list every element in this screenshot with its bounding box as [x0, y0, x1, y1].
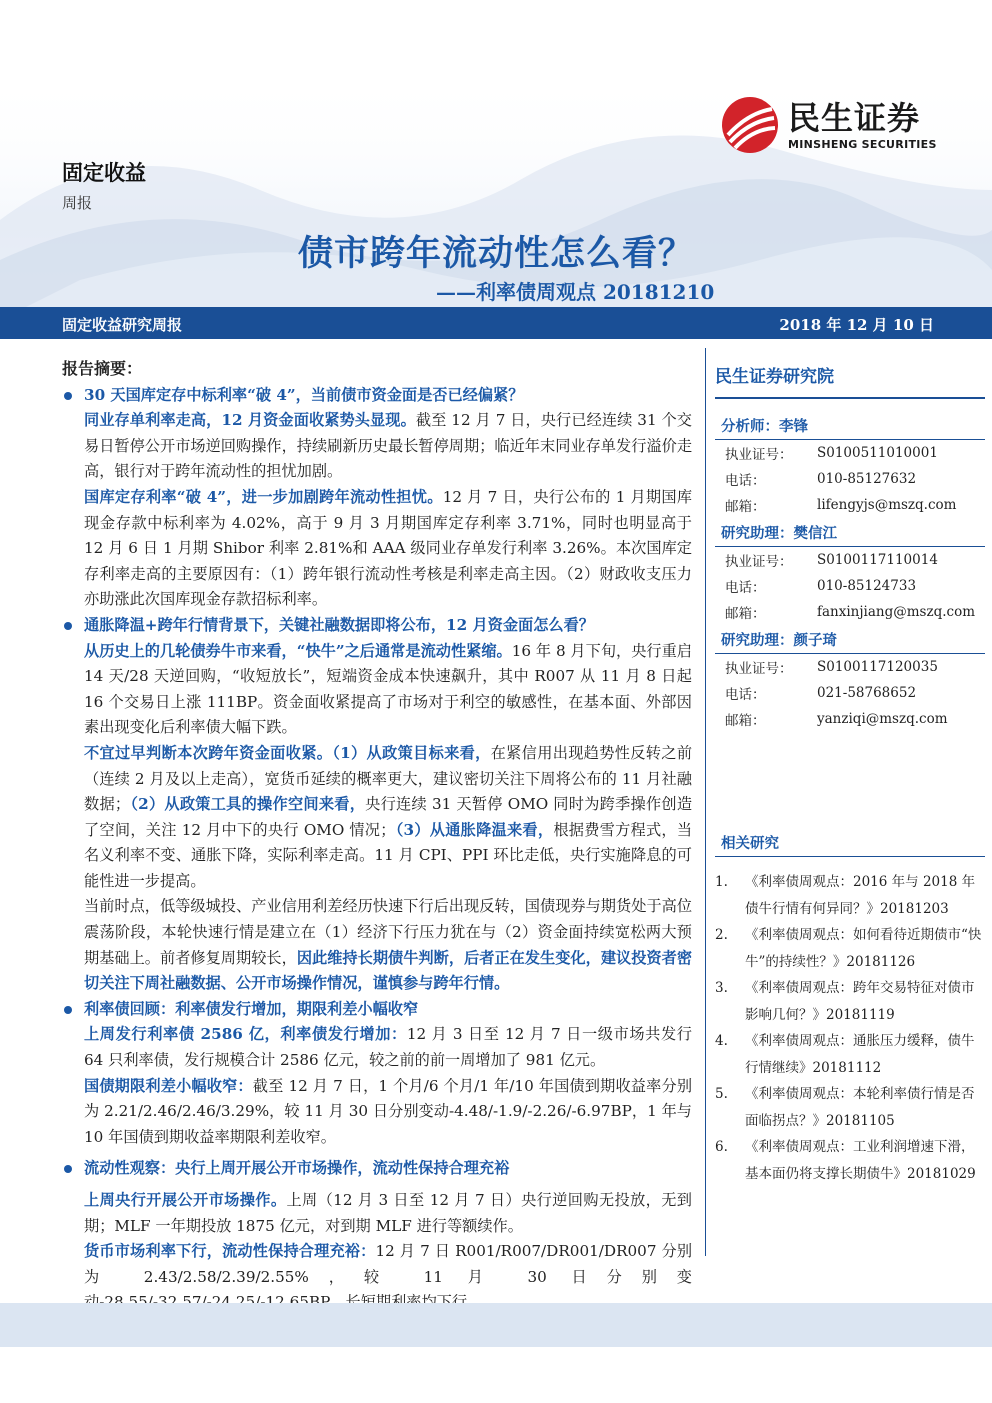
- paragraph-highlight: 同业存单利率走高，12 月资金面收紧势头显现。: [84, 411, 416, 430]
- abstract-section: [62, 356, 692, 1348]
- email-link[interactable]: lifengyjs@mszq.com: [817, 497, 957, 513]
- paragraph-text: 根据费雪方程式，当名义利率不变、通胀下降，实际利率走高。11 月 CPI、PPI 环比走低，央行实施降息的可能性进一步提高。: [84, 820, 693, 890]
- related-item-number: 3.: [715, 980, 728, 996]
- abstract-item-heading: 利率债回顾：利率债发行增加，期限利差小幅收窄: [84, 999, 419, 1018]
- analyst-row: [715, 492, 985, 518]
- related-item[interactable]: [715, 1081, 985, 1134]
- related-item-title: 《利率债周观点：工业利润增速下滑，基本面仍将支撑长期债牛》20181029: [745, 1139, 976, 1182]
- analyst-card: [715, 629, 985, 732]
- abstract-paragraph: [62, 741, 692, 895]
- row-label: 执业证号：: [725, 447, 793, 463]
- paragraph-text: 12 月 3 日至 12 月 7 日一级市场共发行 64 只利率债，发行规模合计 2586 亿元，较之前的前一周增加了 981 亿元。: [84, 1025, 692, 1070]
- related-item-number: 4.: [715, 1033, 728, 1049]
- related-item-title: 《利率债周观点：跨年交易特征对债市影响几何？》20181119: [745, 980, 975, 1023]
- paragraph-highlight: 从历史上的几轮债券牛市来看，“快牛”之后通常是流动性紧缩。: [84, 641, 512, 660]
- paragraph-highlight: （2）从政策工具的操作空间来看，: [130, 795, 366, 814]
- row-value: 010-85127632: [817, 471, 917, 487]
- paragraph-highlight: 国库定存利率“破 4”，进一步加剧跨年流动性担忧。: [84, 487, 443, 506]
- report-title: 债市跨年流动性怎么看？: [297, 233, 694, 274]
- row-value: 010-85124733: [817, 578, 917, 594]
- related-item-number: 1.: [715, 874, 728, 890]
- abstract-paragraph: [62, 408, 692, 485]
- bullet-icon: [64, 392, 72, 400]
- paragraph-highlight: 上周发行利率债 2586 亿，利率债发行增加：: [84, 1025, 407, 1044]
- report-category: 固定收益: [62, 160, 146, 185]
- paragraph-highlight: 因此维持长期债牛判断，后者正在发生变化，建议投资者密切关注下周社融数据、公开市场操作情况，谨慎参与跨年行情。: [84, 948, 693, 993]
- related-item-number: 6.: [715, 1139, 728, 1155]
- row-label: 电话：: [725, 580, 766, 596]
- band-report-type: 固定收益研究周报: [62, 316, 183, 334]
- related-research-title: 相关研究: [715, 832, 985, 857]
- row-label: 邮箱：: [725, 499, 766, 515]
- logo-name-en: MINSHENG SECURITIES: [788, 137, 937, 151]
- related-item[interactable]: [715, 869, 985, 922]
- email-link[interactable]: fanxinjiang@mszq.com: [817, 604, 976, 620]
- related-item-number: 5.: [715, 1086, 728, 1102]
- abstract-item: [62, 1156, 692, 1182]
- paragraph-text: 上周（12 月 3 日至 12 月 7 日）央行逆回购无投放，无到期；MLF 一年期投放 1875 亿元，对到期 MLF 进行等额续作。: [84, 1191, 692, 1235]
- analyst-row: [715, 466, 985, 492]
- paragraph-text: 当前时点，低等级城投、产业信用利差经历快速下行后出现反转，国债现券与期货处于高位震荡阶段，本轮快速行情是建立在（1）经济下行压力犹在与（2）资金面持续宽松两大预期基础上。前者修复周期较长，: [84, 897, 692, 967]
- paragraph-highlight: 国债期限利差小幅收窄：: [84, 1076, 253, 1095]
- analyst-name: 分析师：李锋: [715, 415, 985, 440]
- paragraph-highlight: （3）从通胀降温来看，: [395, 820, 554, 839]
- footer-band: [0, 1303, 992, 1347]
- abstract-paragraph: [62, 1022, 692, 1073]
- analyst-row: [715, 680, 985, 706]
- abstract-item: [62, 383, 692, 409]
- row-value: S0100117110014: [817, 552, 938, 568]
- abstract-paragraph: [62, 1188, 692, 1239]
- row-label: 邮箱：: [725, 606, 766, 622]
- related-item[interactable]: [715, 975, 985, 1028]
- related-research-list: [715, 869, 985, 1187]
- email-link[interactable]: yanziqi@mszq.com: [817, 711, 948, 727]
- analyst-row: [715, 706, 985, 732]
- analyst-row: [715, 654, 985, 680]
- analyst-row: [715, 599, 985, 625]
- row-label: 邮箱：: [725, 713, 766, 729]
- abstract-title: 报告摘要：: [62, 359, 143, 378]
- report-subtitle: ——利率债周观点 20181210: [436, 280, 715, 304]
- abstract-item-heading: 30 天国库定存中标利率“破 4”，当前债市资金面是否已经偏紧？: [84, 385, 524, 404]
- paragraph-text: 在紧信用出现趋势性反转之前（连续 2 月及以上走高），宽货币延续的概率更大，建议密切关注下周将公布的 11 月社融数据；: [84, 743, 693, 814]
- analyst-name: 研究助理：樊信江: [715, 522, 985, 547]
- paragraph-text: 截至 12 月 7 日，央行已经连续 31 个交易日暂停公开市场逆回购操作，持续刷新历史最长暂停周期；临近年末同业存单发行溢价走高，银行对于跨年流动性的担忧加剧。: [84, 411, 692, 481]
- logo-name-cn: 民生证券: [788, 98, 921, 137]
- paragraph-highlight: 不宜过早判断本次跨年资金面收紧。（1）从政策目标来看，: [84, 743, 491, 762]
- row-value: 021-58768652: [817, 685, 917, 701]
- paragraph-text: 12 月 7 日，央行公布的 1 月期国库现金存款中标利率为 4.02%，高于 9 月 3 月期国库定存利率 3.71%，同时也明显高于 12 月 6 日 1 月期 Shibor 利率 2.81%和 AAA 级同业存单发行利率 3.26%。本次国库定存利率走高的主要原因有：（1）跨年银行流动性考核是利率走高主因。（2）财政收支压力亦助涨此次国库现金存款招标利率。: [84, 487, 693, 609]
- paragraph-highlight: 上周央行开展公开市场操作。: [84, 1191, 287, 1209]
- analyst-name: 研究助理：颜子琦: [715, 629, 985, 654]
- row-label: 执业证号：: [725, 554, 793, 570]
- related-item[interactable]: [715, 1028, 985, 1081]
- bullet-icon: [64, 622, 72, 630]
- bullet-icon: [64, 1165, 72, 1173]
- abstract-item-heading: 通胀降温+跨年行情背景下，关键社融数据即将公布，12 月资金面怎么看？: [84, 615, 594, 634]
- row-label: 执业证号：: [725, 661, 793, 677]
- bullet-icon: [64, 1006, 72, 1014]
- row-value: S0100117120035: [817, 659, 938, 675]
- abstract-paragraph: [62, 639, 692, 741]
- band-date: 2018 年 12 月 10 日: [779, 316, 934, 334]
- analyst-card: [715, 415, 985, 518]
- related-item[interactable]: [715, 922, 985, 975]
- analyst-card: [715, 522, 985, 625]
- institute-name: 民生证券研究院: [715, 367, 834, 387]
- related-item-number: 2.: [715, 927, 728, 943]
- row-label: 电话：: [725, 473, 766, 489]
- paragraph-text: 12 月 7 日 R001/R007/DR001/DR007 分别为 2.43/2.58/2.39/2.55%，较 11 月 30 日分别变: [84, 1242, 693, 1286]
- report-subcategory: 周报: [62, 194, 93, 212]
- abstract-paragraph: [62, 894, 692, 996]
- sidebar: [715, 356, 985, 1187]
- paragraph-text: 16 年 8 月下旬，央行重启 14 天/28 天逆回购，“收短放长”，短端资金成本快速飙升，其中 R007 从 11 月 8 日起 16 个交易日上涨 111BP。资金面收紧提高了市场对于利空的敏感性，在基本面、外部因素出现变化后利率债大幅下跌。: [84, 641, 692, 737]
- header-band: [0, 307, 992, 339]
- abstract-item: [62, 997, 692, 1023]
- abstract-item-heading: 流动性观察：央行上周开展公开市场操作，流动性保持合理充裕: [84, 1159, 510, 1178]
- related-item-title: 《利率债周观点：2016 年与 2018 年债牛行情有何异同？》20181203: [745, 874, 976, 917]
- related-item-title: 《利率债周观点：本轮利率债行情是否面临拐点？》20181105: [745, 1086, 975, 1129]
- paragraph-highlight: 货币市场利率下行，流动性保持合理充裕：: [84, 1242, 376, 1261]
- logo-mark-icon: [720, 95, 780, 155]
- company-logo: [720, 95, 937, 155]
- divider: [715, 397, 985, 399]
- analyst-row: [715, 547, 985, 573]
- related-item-title: 《利率债周观点：通胀压力缓释，债牛行情继续》20181112: [745, 1033, 975, 1076]
- paragraph-text: 央行连续 31 天暂停 OMO 同时为跨季操作创造了空间，关注 12 月中下的央行 OMO 情况；: [84, 795, 693, 839]
- abstract-paragraph: [62, 1074, 692, 1151]
- row-label: 电话：: [725, 687, 766, 703]
- column-divider: [705, 348, 706, 1256]
- related-item[interactable]: [715, 1134, 985, 1187]
- analyst-row: [715, 573, 985, 599]
- abstract-paragraph: [62, 485, 692, 613]
- analyst-row: [715, 440, 985, 466]
- abstract-item: [62, 613, 692, 639]
- related-item-title: 《利率债周观点：如何看待近期债市“快牛”的持续性？》20181126: [745, 927, 982, 970]
- paragraph-text: 截至 12 月 7 日，1 个月/6 个月/1 年/10 年国债到期收益率分别为 2.21/2.46/2.46/3.29%，较 11 月 30 日分别变动-4.48/-1.9/-2.26/-6.97BP，1 年与 10 年国债到期收益率期限利差收窄。: [84, 1076, 693, 1146]
- row-value: S0100511010001: [817, 445, 938, 461]
